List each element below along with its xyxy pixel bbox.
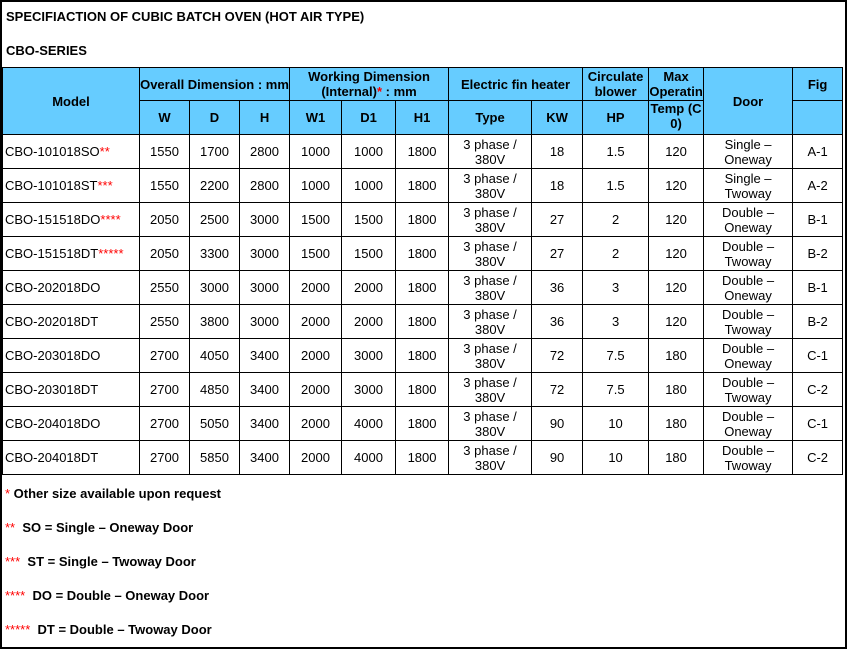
- fig-cell: C-1: [793, 339, 843, 373]
- model-name: CBO-202018DT: [5, 314, 99, 329]
- fig-cell: A-2: [793, 169, 843, 203]
- type-cell: 3 phase / 380V: [449, 339, 532, 373]
- header-type: Type: [449, 101, 532, 135]
- w-cell: 2050: [140, 203, 190, 237]
- w-cell: 2700: [140, 373, 190, 407]
- h1-cell: 1800: [396, 441, 449, 475]
- door-cell: Double – Twoway: [704, 305, 793, 339]
- temp-cell: 120: [649, 237, 704, 271]
- h-cell: 2800: [240, 169, 290, 203]
- temp-cell: 180: [649, 339, 704, 373]
- model-cell: [3, 237, 140, 271]
- h1-cell: 1800: [396, 237, 449, 271]
- h-cell: 3000: [240, 305, 290, 339]
- header-temp: Temp (C 0): [649, 101, 704, 135]
- h-cell: 3400: [240, 441, 290, 475]
- door-cell: Single – Oneway: [704, 135, 793, 169]
- h-cell: 3400: [240, 339, 290, 373]
- door-cell: Double – Oneway: [704, 407, 793, 441]
- model-cell: [3, 339, 140, 373]
- type-cell: 3 phase / 380V: [449, 135, 532, 169]
- w1-cell: 1500: [290, 237, 342, 271]
- fig-cell: A-1: [793, 135, 843, 169]
- d-cell: 4050: [190, 339, 240, 373]
- page-title: SPECIFIACTION OF CUBIC BATCH OVEN (HOT AIR TYPE): [6, 9, 365, 24]
- w1-cell: 1500: [290, 203, 342, 237]
- hp-cell: 1.5: [583, 169, 649, 203]
- table-row: [3, 407, 843, 441]
- hp-cell: 10: [583, 441, 649, 475]
- model-name: CBO-203018DO: [5, 348, 101, 363]
- hp-cell: 7.5: [583, 373, 649, 407]
- footnote-asterisk: **: [5, 520, 16, 535]
- kw-cell: 18: [532, 169, 583, 203]
- kw-cell: 36: [532, 305, 583, 339]
- d-cell: 3800: [190, 305, 240, 339]
- fig-cell: B-1: [793, 271, 843, 305]
- footnote-asterisk: ***: [5, 554, 21, 569]
- footnote-asterisk: *****: [5, 622, 31, 637]
- footnote-asterisk: ****: [5, 588, 26, 603]
- table-row: [3, 373, 843, 407]
- header-fig-blank: [793, 101, 843, 135]
- type-cell: 3 phase / 380V: [449, 373, 532, 407]
- table-row: [3, 237, 843, 271]
- model-name: CBO-151518DT: [5, 246, 99, 261]
- d-cell: 3300: [190, 237, 240, 271]
- header-kw: KW: [532, 101, 583, 135]
- model-cell: [3, 441, 140, 475]
- d-cell: 2200: [190, 169, 240, 203]
- h-cell: 3400: [240, 373, 290, 407]
- temp-cell: 180: [649, 441, 704, 475]
- temp-cell: 120: [649, 169, 704, 203]
- d1-cell: 4000: [342, 441, 396, 475]
- w-cell: 1550: [140, 169, 190, 203]
- kw-cell: 90: [532, 441, 583, 475]
- fig-cell: C-2: [793, 441, 843, 475]
- type-cell: 3 phase / 380V: [449, 203, 532, 237]
- h1-cell: 1800: [396, 169, 449, 203]
- type-cell: 3 phase / 380V: [449, 237, 532, 271]
- header-w1: W1: [290, 101, 342, 135]
- type-cell: 3 phase / 380V: [449, 271, 532, 305]
- w-cell: 2050: [140, 237, 190, 271]
- d-cell: 5050: [190, 407, 240, 441]
- d1-cell: 1500: [342, 203, 396, 237]
- temp-cell: 120: [649, 271, 704, 305]
- door-cell: Single – Twoway: [704, 169, 793, 203]
- w1-cell: 2000: [290, 271, 342, 305]
- table-row: [3, 271, 843, 305]
- kw-cell: 27: [532, 203, 583, 237]
- d1-cell: 4000: [342, 407, 396, 441]
- h1-cell: 1800: [396, 373, 449, 407]
- w-cell: 2700: [140, 407, 190, 441]
- h-cell: 2800: [240, 135, 290, 169]
- header-fig: Fig: [793, 68, 843, 101]
- footnote: [5, 520, 193, 535]
- w1-cell: 2000: [290, 339, 342, 373]
- hp-cell: 7.5: [583, 339, 649, 373]
- header-model: Model: [3, 68, 140, 135]
- footnote-text: SO = Single – Oneway Door: [15, 520, 194, 535]
- w-cell: 2700: [140, 339, 190, 373]
- header-w: W: [140, 101, 190, 135]
- temp-cell: 120: [649, 135, 704, 169]
- header-row-1: [3, 68, 843, 101]
- table-row: [3, 135, 843, 169]
- door-cell: Double – Twoway: [704, 373, 793, 407]
- model-cell: [3, 271, 140, 305]
- type-cell: 3 phase / 380V: [449, 305, 532, 339]
- temp-cell: 180: [649, 407, 704, 441]
- model-name: CBO-151518DO: [5, 212, 101, 227]
- door-cell: Double – Twoway: [704, 237, 793, 271]
- temp-cell: 120: [649, 203, 704, 237]
- header-d: D: [190, 101, 240, 135]
- model-cell: [3, 135, 140, 169]
- h1-cell: 1800: [396, 271, 449, 305]
- model-asterisk: *****: [98, 246, 124, 261]
- model-name: CBO-204018DO: [5, 416, 101, 431]
- h1-cell: 1800: [396, 339, 449, 373]
- h-cell: 3000: [240, 237, 290, 271]
- model-cell: [3, 407, 140, 441]
- h-cell: 3000: [240, 271, 290, 305]
- footnote-text: ST = Single – Twoway Door: [20, 554, 196, 569]
- fig-cell: B-2: [793, 237, 843, 271]
- model-cell: [3, 305, 140, 339]
- table-row: [3, 169, 843, 203]
- header-circulate-blower: Circulate blower: [583, 68, 649, 101]
- header-working-unit: : mm: [382, 84, 417, 99]
- w1-cell: 2000: [290, 373, 342, 407]
- header-electric-fin-heater: Electric fin heater: [449, 68, 583, 101]
- h1-cell: 1800: [396, 305, 449, 339]
- header-h: H: [240, 101, 290, 135]
- temp-cell: 120: [649, 305, 704, 339]
- d1-cell: 2000: [342, 271, 396, 305]
- d-cell: 1700: [190, 135, 240, 169]
- type-cell: 3 phase / 380V: [449, 441, 532, 475]
- footnote: [5, 622, 212, 637]
- model-name: CBO-202018DO: [5, 280, 101, 295]
- footnote-text: DO = Double – Oneway Door: [25, 588, 210, 603]
- series-heading: CBO-SERIES: [6, 43, 87, 58]
- model-asterisk: **: [99, 144, 110, 159]
- model-asterisk: ***: [97, 178, 113, 193]
- header-door: Door: [704, 68, 793, 135]
- d-cell: 5850: [190, 441, 240, 475]
- d1-cell: 1000: [342, 169, 396, 203]
- h-cell: 3400: [240, 407, 290, 441]
- kw-cell: 18: [532, 135, 583, 169]
- door-cell: Double – Oneway: [704, 203, 793, 237]
- table-row: [3, 203, 843, 237]
- header-overall-dimension: Overall Dimension : mm: [140, 68, 290, 101]
- d1-cell: 3000: [342, 373, 396, 407]
- kw-cell: 27: [532, 237, 583, 271]
- spec-table: [2, 67, 843, 475]
- d1-cell: 2000: [342, 305, 396, 339]
- footnote: [5, 554, 196, 569]
- w-cell: 2550: [140, 305, 190, 339]
- header-max-operating: Max Operatin: [649, 69, 703, 99]
- hp-cell: 1.5: [583, 135, 649, 169]
- w1-cell: 2000: [290, 305, 342, 339]
- fig-cell: B-1: [793, 203, 843, 237]
- model-cell: [3, 169, 140, 203]
- footnote-text: DT = Double – Twoway Door: [30, 622, 212, 637]
- header-working-label: Working Dimension (Internal): [308, 69, 430, 99]
- d-cell: 2500: [190, 203, 240, 237]
- table-row: [3, 339, 843, 373]
- kw-cell: 72: [532, 373, 583, 407]
- kw-cell: 90: [532, 407, 583, 441]
- w-cell: 2700: [140, 441, 190, 475]
- hp-cell: 10: [583, 407, 649, 441]
- table-row: [3, 305, 843, 339]
- model-cell: [3, 203, 140, 237]
- w1-cell: 2000: [290, 407, 342, 441]
- table-row: [3, 441, 843, 475]
- footnote: [5, 486, 221, 501]
- type-cell: 3 phase / 380V: [449, 169, 532, 203]
- header-d1: D1: [342, 101, 396, 135]
- d1-cell: 3000: [342, 339, 396, 373]
- temp-cell: 180: [649, 373, 704, 407]
- hp-cell: 3: [583, 305, 649, 339]
- d-cell: 4850: [190, 373, 240, 407]
- d-cell: 3000: [190, 271, 240, 305]
- w1-cell: 1000: [290, 135, 342, 169]
- h1-cell: 1800: [396, 203, 449, 237]
- w1-cell: 1000: [290, 169, 342, 203]
- model-name: CBO-203018DT: [5, 382, 99, 397]
- footnote-text: Other size available upon request: [10, 486, 222, 501]
- h1-cell: 1800: [396, 407, 449, 441]
- kw-cell: 72: [532, 339, 583, 373]
- w1-cell: 2000: [290, 441, 342, 475]
- fig-cell: B-2: [793, 305, 843, 339]
- d1-cell: 1000: [342, 135, 396, 169]
- fig-cell: C-1: [793, 407, 843, 441]
- header-working-dimension: [290, 68, 449, 101]
- header-h1: H1: [396, 101, 449, 135]
- w-cell: 2550: [140, 271, 190, 305]
- header-hp: HP: [583, 101, 649, 135]
- footnote-asterisk: *: [5, 486, 11, 501]
- model-name: CBO-101018ST: [5, 178, 98, 193]
- hp-cell: 2: [583, 237, 649, 271]
- door-cell: Double – Oneway: [704, 271, 793, 305]
- door-cell: Double – Twoway: [704, 441, 793, 475]
- model-cell: [3, 373, 140, 407]
- type-cell: 3 phase / 380V: [449, 407, 532, 441]
- footnote: [5, 588, 209, 603]
- model-asterisk: ****: [100, 212, 121, 227]
- header-working-asterisk: *: [376, 84, 383, 99]
- kw-cell: 36: [532, 271, 583, 305]
- model-name: CBO-204018DT: [5, 450, 99, 465]
- h-cell: 3000: [240, 203, 290, 237]
- h1-cell: 1800: [396, 135, 449, 169]
- w-cell: 1550: [140, 135, 190, 169]
- door-cell: Double – Oneway: [704, 339, 793, 373]
- model-name: CBO-101018SO: [5, 144, 100, 159]
- hp-cell: 3: [583, 271, 649, 305]
- d1-cell: 1500: [342, 237, 396, 271]
- fig-cell: C-2: [793, 373, 843, 407]
- hp-cell: 2: [583, 203, 649, 237]
